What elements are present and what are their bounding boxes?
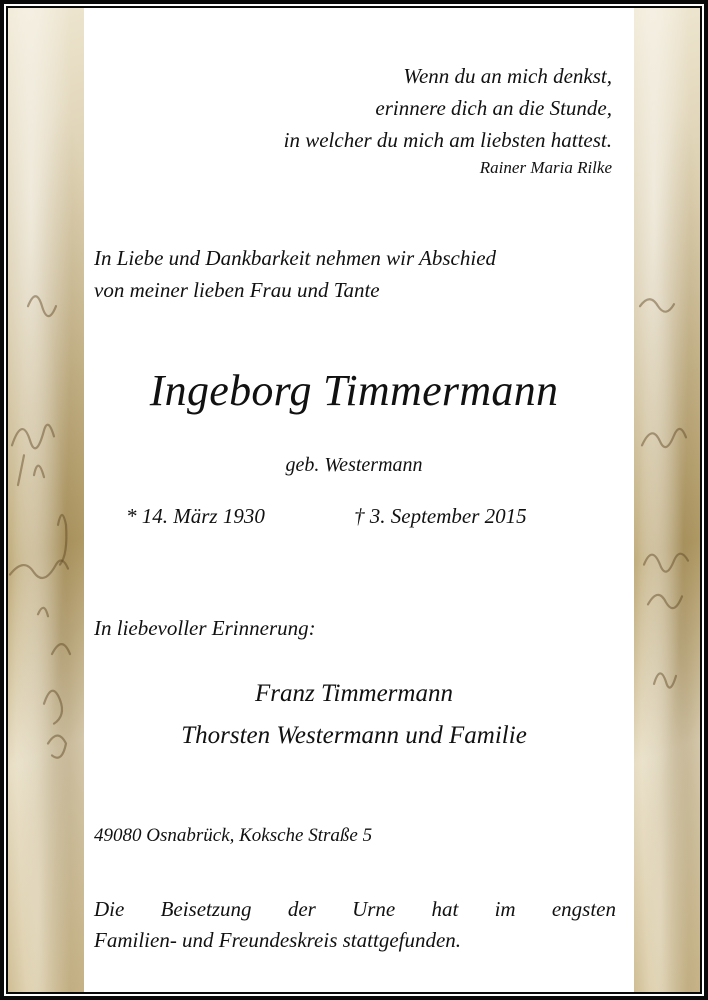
- deceased-name: Ingeborg Timmermann: [149, 366, 559, 415]
- handwriting-decoration-right: [634, 8, 700, 992]
- closing-line-1: Die Beisetzung der Urne hat im engsten: [94, 897, 616, 921]
- handwriting-decoration: [8, 8, 84, 992]
- poem-line-3: in welcher du mich am liebsten hattest.: [283, 128, 612, 152]
- mourner-2: Thorsten Westermann und Familie: [181, 722, 527, 749]
- birth-date: * 14. März 1930: [126, 504, 265, 528]
- inner-border: [6, 6, 702, 994]
- intro-line-1: In Liebe und Dankbarkeit nehmen wir Abschied: [94, 246, 497, 270]
- closing-text: [94, 894, 616, 956]
- address: 49080 Osnabrück, Koksche Straße 5: [94, 825, 373, 846]
- left-handwriting-background: [8, 8, 84, 992]
- remembrance-label: In liebevoller Erinnerung:: [94, 616, 316, 640]
- mourner-1: Franz Timmermann: [255, 680, 453, 707]
- closing-line-2: Familien- und Freundeskreis stattgefunden.: [94, 928, 462, 952]
- death-date: † 3. September 2015: [354, 504, 527, 528]
- right-handwriting-background: [634, 8, 700, 992]
- intro-line-2: von meiner lieben Frau und Tante: [94, 278, 380, 302]
- poem-line-2: erinnere dich an die Stunde,: [375, 96, 612, 120]
- birth-name: geb. Westermann: [285, 454, 423, 476]
- poem-line-1: Wenn du an mich denkst,: [403, 64, 612, 88]
- poem-author: Rainer Maria Rilke: [479, 158, 612, 177]
